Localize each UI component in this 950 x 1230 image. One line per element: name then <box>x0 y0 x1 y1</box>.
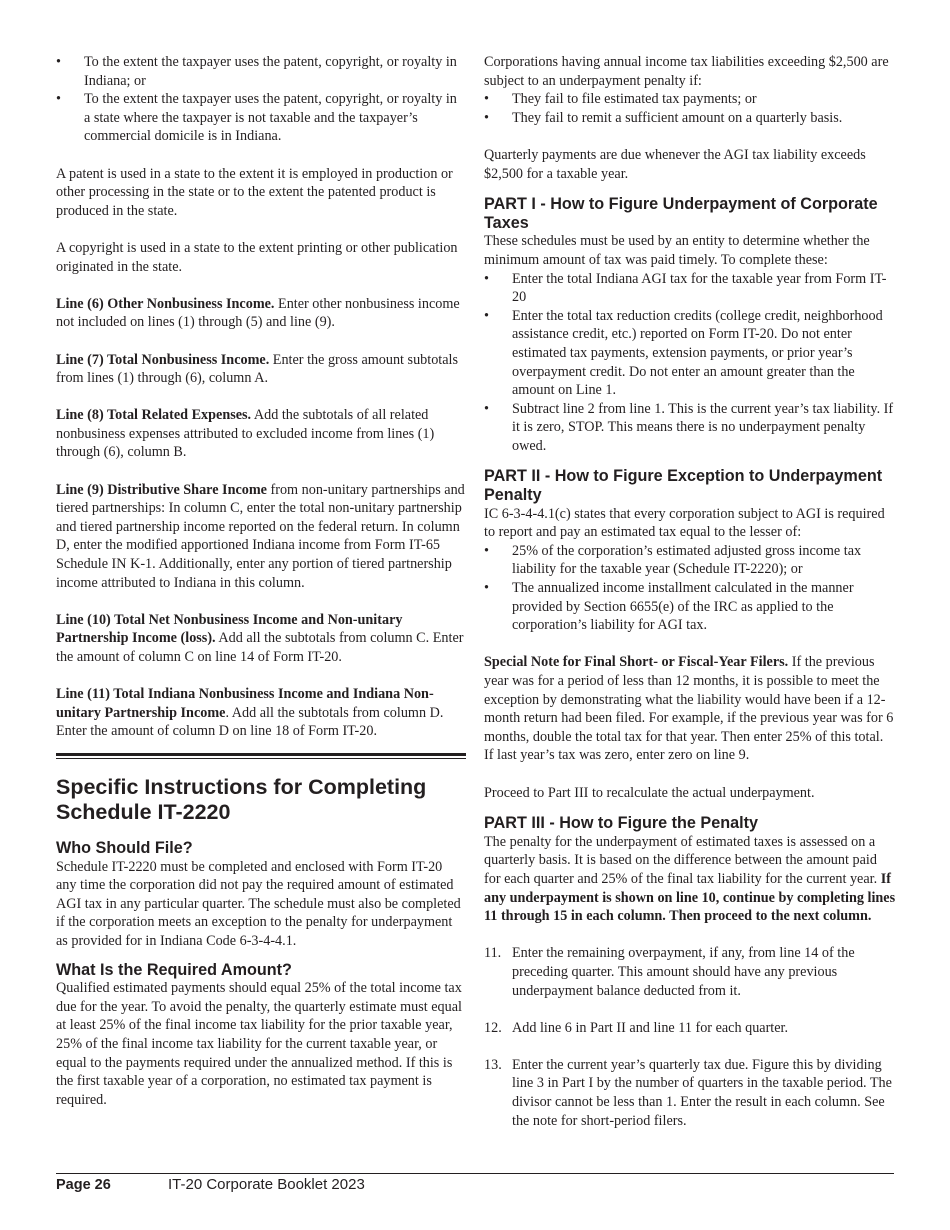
line9-text: from non-unitary partnerships and tiered partnerships: In column C, enter the total non-unitary partnership and tiered partnership income reported on the federal return. In column D, enter the modified apportioned Indiana income from Form IT-65 Schedule IN K-1. Additionally, enter any portion of tiered partnership income attributed to Indiana in this column. <box>56 481 465 591</box>
penalty-intro: Corporations having annual income tax liabilities exceeding $2,500 are subject to an underpayment penalty if: <box>484 54 889 89</box>
penalty-intro-bullets <box>484 90 896 127</box>
part2-heading: PART II - How to Figure Exception to Underpayment Penalty <box>484 467 883 505</box>
line8-text: Add the subtotals of all related nonbusiness expenses attributed to excluded income from lines (1) through (6), column B. <box>56 407 435 461</box>
required-amount-text: Qualified estimated payments should equal 25% of the total income tax due for the year. To avoid the penalty, the quarterly estimate must equal at least 25% of the final income tax liability for the prior taxable year, 25% of the final income tax liability for the current taxable year, or equal to the payments required under the annualized method. If this is the first taxable year of a corporation, no estimated tax payment is required. <box>56 980 462 1108</box>
required-amount-heading: What Is the Required Amount? <box>56 960 292 979</box>
part3-text-bold: If any underpayment is shown on line 10, continue by completing lines 11 through 15 in each column. Then proceed to the next column. <box>484 870 896 925</box>
patent-use-bullets <box>56 53 466 146</box>
item-number: 11. <box>484 945 502 962</box>
who-should-file-text: Schedule IT-2220 must be completed and enclosed with Form IT-20 any time the corporation did not pay the required amount of estimated AGI tax in any particular quarter. The schedule must also be completed if the corporation meets an exception to the penalty for underpayment as provided for in Indiana Code 6-3-4-4.1. <box>56 858 461 949</box>
line6-paragraph <box>56 295 466 332</box>
part3-heading: PART III - How to Figure the Penalty <box>484 814 759 833</box>
special-note-label: Special Note for Final Short- or Fiscal-Year Filers. <box>484 654 789 671</box>
list-item: • To the extent the taxpayer uses the patent, copyright, or royalty in Indiana; or <box>56 53 466 90</box>
left-column <box>56 53 466 1128</box>
proceed-paragraph: Proceed to Part III to recalculate the actual underpayment. <box>484 784 815 801</box>
list-item: • Enter the total tax reduction credits (college credit, neighborhood assistance credit, etc.) reported on Form IT-20. Do not enter estimated tax payments, extension payments, or prior year’s overpayment credit. Do not enter an amount greater than the amount on Line 1. <box>484 307 896 400</box>
line6-text: Enter other nonbusiness income not included on lines (1) through (5) and line (9). <box>56 295 460 331</box>
line7-paragraph <box>56 351 466 388</box>
list-item: • Subtract line 2 from line 1. This is the current year’s tax liability. If it is zero, STOP. This means there is no underpayment penalty owed. <box>484 400 896 456</box>
part3-text-plain: The penalty for the underpayment of estimated taxes is assessed on a quarterly basis. It is based on the difference between the amount paid for each quarter and 25% of the final tax liability for the current year. <box>484 833 881 887</box>
special-note-text: If the previous year was for a period of less than 12 months, it is possible to meet the exception by demonstrating what the liability would have been if a 12-month return had been filed. For example, if the previous year was for 6 months, double the total tax for that year. Then enter 25% of this total. If last year’s tax was zero, enter zero on line 9. <box>484 654 894 764</box>
line11-label: Line (11) Total Indiana Nonbusiness Income and Indiana Non-unitary Partnership Income <box>56 686 434 721</box>
patent-paragraph: A patent is used in a state to the extent it is employed in production or other processing in the state or to the extent the patented product is produced in the state. <box>56 165 453 219</box>
list-item: • They fail to file estimated tax payments; or <box>484 90 896 109</box>
footer-rule <box>56 1173 894 1174</box>
line9-paragraph <box>56 481 466 593</box>
part1-text: These schedules must be used by an entity to determine whether the minimum amount of tax was paid timely. To complete these: <box>484 233 870 268</box>
special-note-paragraph <box>484 653 896 765</box>
right-column <box>484 53 896 1130</box>
line9-label: Line (9) Distributive Share Income <box>56 481 267 498</box>
list-item <box>484 1056 896 1130</box>
line6-label: Line (6) Other Nonbusiness Income. <box>56 295 275 312</box>
line10-text: Add all the subtotals from column C. Enter the amount of column C on line 14 of Form IT-20. <box>56 630 464 665</box>
line8-label: Line (8) Total Related Expenses. <box>56 407 252 424</box>
item-text: Add line 6 in Part II and line 11 for each quarter. <box>512 1019 789 1036</box>
list-item: • To the extent the taxpayer uses the patent, copyright, or royalty in a state where the taxpayer is not taxable and the taxpayer’s commercial domicile is in Indiana. <box>56 90 466 146</box>
part3-text <box>484 833 896 926</box>
page-number: Page 26 <box>56 1177 111 1193</box>
section-divider <box>56 753 466 759</box>
copyright-paragraph: A copyright is used in a state to the extent printing or other publication originated in the state. <box>56 239 458 275</box>
list-item: • They fail to remit a sufficient amount on a quarterly basis. <box>484 109 896 128</box>
line11-text: . Add all the subtotals from column D. Enter the amount of column D on line 18 of Form IT-20. <box>56 704 444 740</box>
part1-heading: PART I - How to Figure Underpayment of Corporate Taxes <box>484 195 878 232</box>
who-should-file-heading: Who Should File? <box>56 838 193 857</box>
line10-label: Line (10) Total Net Nonbusiness Income and Non-unitary Partnership Income (loss). <box>56 611 403 647</box>
list-item <box>484 1019 896 1038</box>
item-number: 13. <box>484 1056 502 1073</box>
line8-paragraph <box>56 406 466 462</box>
line7-label: Line (7) Total Nonbusiness Income. <box>56 351 270 368</box>
booklet-title: IT-20 Corporate Booklet 2023 <box>168 1176 365 1193</box>
list-item: • 25% of the corporation’s estimated adjusted gross income tax liability for the taxable year (Schedule IT-2220); or <box>484 542 896 579</box>
quarterly-paragraph: Quarterly payments are due whenever the AGI tax liability exceeds $2,500 for a taxable year. <box>484 146 866 182</box>
line10-paragraph <box>56 611 466 667</box>
line7-text: Enter the gross amount subtotals from lines (1) through (6), column A. <box>56 351 458 387</box>
line11-paragraph <box>56 685 466 741</box>
list-item: • Enter the total Indiana AGI tax for the taxable year from Form IT-20 <box>484 270 896 307</box>
list-item <box>484 944 896 1000</box>
item-number: 12. <box>484 1019 502 1036</box>
item-text: Enter the remaining overpayment, if any, from line 14 of the preceding quarter. This amount should have any previous underpayment balance deducted from it. <box>512 945 855 999</box>
part1-bullets <box>484 270 896 456</box>
section-title: Specific Instructions for Completing Schedule IT-2220 <box>56 774 427 824</box>
item-text: Enter the current year’s quarterly tax due. Figure this by dividing line 3 in Part I by the number of quarters in the taxable period. The divisor cannot be less than 1. Enter the result in each column. See the note for short-period filers. <box>512 1056 892 1129</box>
part3-numbered-list <box>484 944 896 1130</box>
part2-bullets <box>484 542 896 635</box>
part2-text: IC 6-3-4-4.1(c) states that every corporation subject to AGI is required to report and pay an estimated tax equal to the lesser of: <box>484 505 885 541</box>
list-item: • The annualized income installment calculated in the manner provided by Section 6655(e) of the IRC as applied to the corporation’s liability for AGI tax. <box>484 579 896 635</box>
